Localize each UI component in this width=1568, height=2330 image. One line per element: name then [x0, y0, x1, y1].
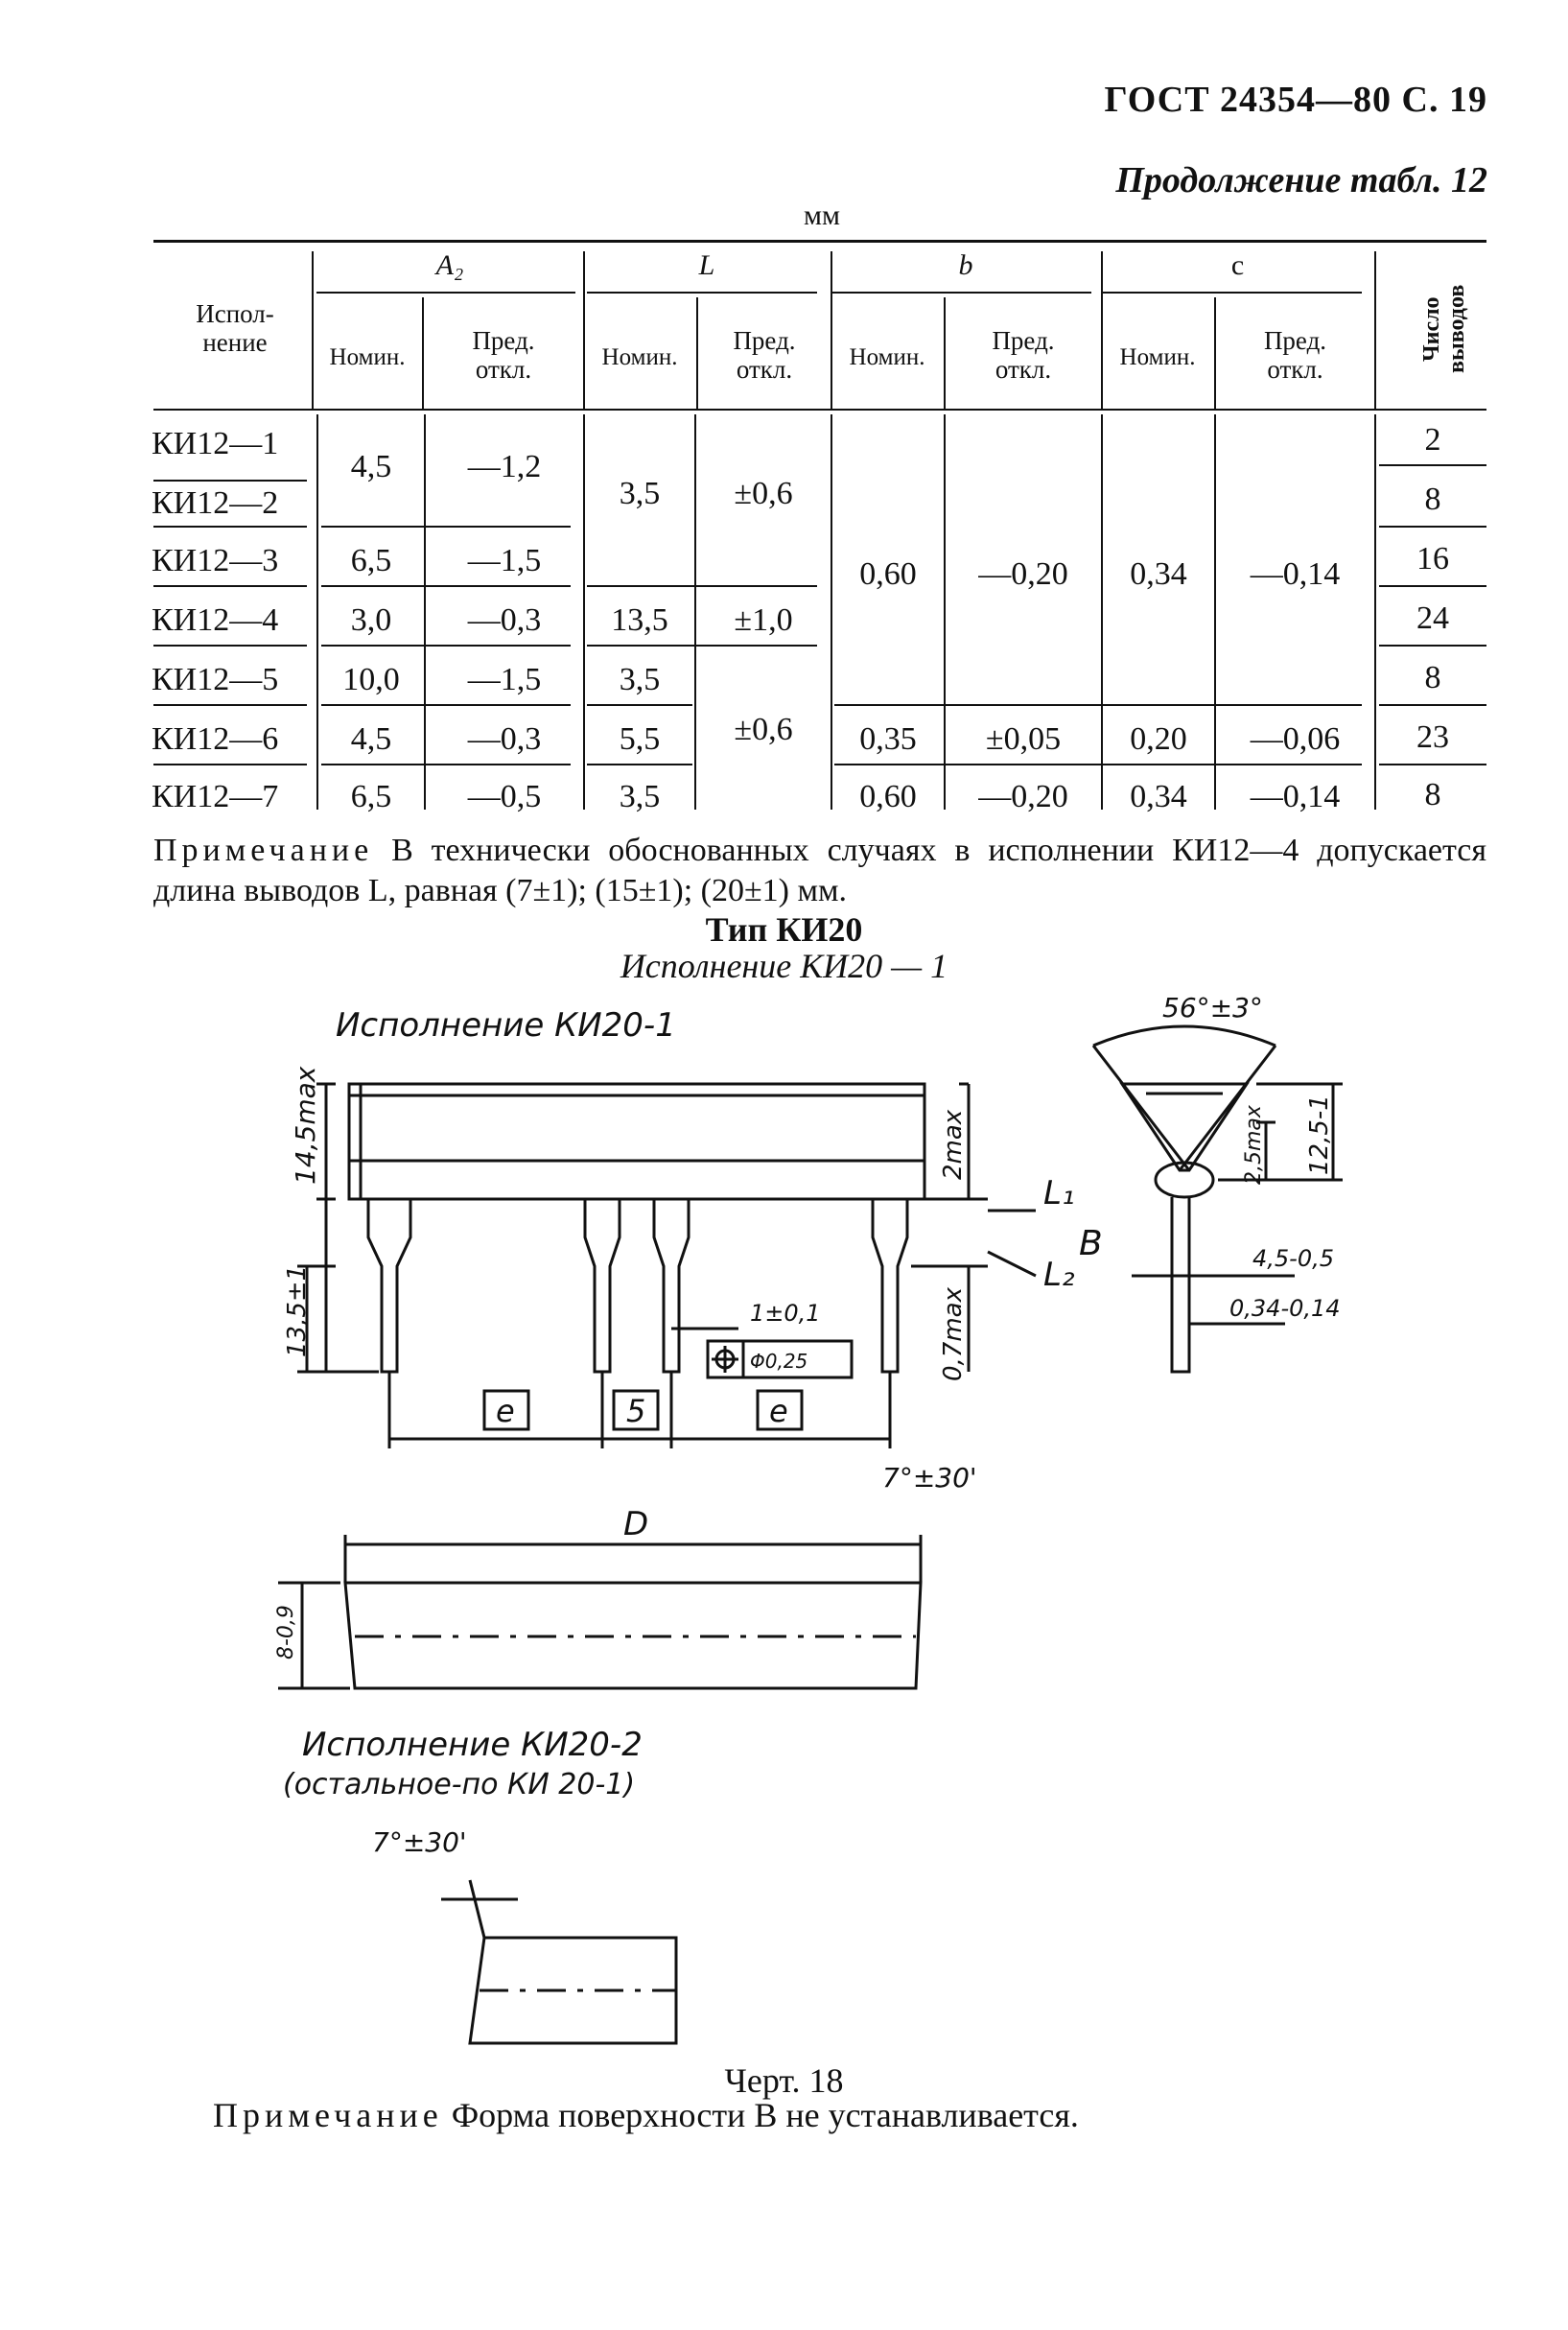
note-text: Форма поверхности B не устанавливается. — [451, 2096, 1079, 2134]
dim-0-7max: 0,7max — [939, 1287, 968, 1381]
col-group-c: c — [1230, 249, 1245, 281]
sub-pred: Пред. откл. — [1263, 326, 1327, 384]
row-name: КИ12—3 — [152, 543, 279, 578]
col-group-l: L — [698, 249, 715, 281]
cell-a2-pred: —1,5 — [467, 543, 542, 578]
cell-b-pred: ±0,05 — [985, 721, 1062, 757]
note-label: Примечание — [153, 833, 374, 868]
sub-pred: Пред. откл. — [992, 326, 1055, 384]
dim-8: 8-0,9 — [274, 1605, 298, 1659]
sub-pred: Пред. откл. — [472, 326, 535, 384]
note-label: Примечание — [213, 2096, 443, 2134]
label-rest: (остальное-по КИ 20-1) — [283, 1768, 636, 1801]
body-outline — [349, 1084, 924, 1199]
cell-a2-pred: —0,5 — [467, 779, 542, 814]
dim-2max: 2max — [939, 1109, 968, 1180]
cell-a2-pred: —1,5 — [467, 662, 542, 697]
tol-1: 1±0,1 — [750, 1300, 821, 1327]
angle-56: 56°±3° — [1162, 992, 1263, 1024]
cell-l-pred: ±0,6 — [734, 712, 793, 747]
cell-c-nom: 0,20 — [1130, 721, 1187, 757]
cell-l-pred: ±0,6 — [734, 476, 793, 511]
cell-a2-nom: 4,5 — [350, 449, 392, 484]
count-cell: 8 — [1424, 482, 1441, 517]
label-ki20-2: Исполнение КИ20-2 — [302, 1726, 643, 1764]
cell-a2-nom: 6,5 — [350, 543, 392, 578]
dim-l1: L₁ — [1043, 1174, 1075, 1212]
cell-l-nom: 13,5 — [611, 602, 668, 638]
cell-c-nom: 0,34 — [1130, 556, 1187, 592]
cell-b-pred: —0,20 — [978, 556, 1068, 592]
cell-a2-nom: 10,0 — [342, 662, 400, 697]
page-header: ГОСТ 24354—80 С. 19 — [1104, 80, 1487, 120]
cell-a2-pred: —1,2 — [467, 449, 542, 484]
angle-7: 7°±30' — [882, 1462, 977, 1494]
cell-a2-nom: 3,0 — [350, 602, 392, 638]
drawing-note — [213, 2095, 1079, 2135]
row-name: КИ12—5 — [152, 662, 279, 697]
row-name: КИ12—4 — [152, 602, 279, 638]
count-cell: 16 — [1416, 541, 1449, 577]
cell-b-nom: 0,60 — [859, 556, 917, 592]
leads — [368, 1199, 907, 1372]
cell-l-nom: 3,5 — [619, 476, 661, 511]
label-b: B — [1079, 1224, 1103, 1263]
row-name: КИ12—7 — [152, 779, 279, 814]
cell-b-nom: 0,35 — [859, 721, 917, 757]
technical-drawing — [0, 988, 1568, 2053]
dim-l2: L₂ — [1043, 1256, 1075, 1294]
cell-a2-nom: 4,5 — [350, 721, 392, 757]
cell-c-pred: —0,14 — [1250, 779, 1341, 814]
col-group-b: b — [958, 249, 973, 281]
units-label: мм — [804, 200, 840, 231]
dim-4-5: 4,5-0,5 — [1252, 1245, 1334, 1272]
note-text: В технически обоснованных случаях в исполнении КИ12—4 допускается длина выводов L, равная (7±1); (15±1); (20±1) мм. — [153, 833, 1487, 908]
sub-nom: Номин. — [1119, 344, 1196, 370]
sub-nom: Номин. — [329, 344, 406, 370]
count-cell: 8 — [1424, 660, 1441, 695]
sub-pred: Пред. откл. — [733, 326, 796, 384]
dim-2-5max: 2,5max — [1242, 1105, 1266, 1185]
count-cell: 8 — [1424, 777, 1441, 812]
dim-14-5max: 14,5max — [290, 1066, 321, 1185]
count-cell: 23 — [1416, 719, 1449, 755]
col-header-count: Число выводов — [1419, 284, 1469, 374]
row-name: КИ12—1 — [152, 426, 279, 461]
dim-5: 5 — [626, 1393, 646, 1429]
dim-12-5: 12,5-1 — [1305, 1094, 1334, 1175]
variant-subtitle: Исполнение КИ20 — 1 — [620, 947, 948, 985]
dim-0-34: 0,34-0,14 — [1229, 1295, 1341, 1322]
sub-nom: Номин. — [601, 344, 678, 370]
label-ki20-1: Исполнение КИ20-1 — [336, 1006, 676, 1045]
tol-position: Φ0,25 — [750, 1350, 808, 1373]
angle-7: 7°±30' — [372, 1826, 467, 1858]
cell-b-pred: —0,20 — [978, 779, 1068, 814]
cell-l-nom: 3,5 — [619, 662, 661, 697]
cell-c-pred: —0,06 — [1250, 721, 1341, 757]
cell-l-nom: 3,5 — [619, 779, 661, 814]
cell-a2-pred: —0,3 — [467, 602, 542, 638]
type-title: Тип КИ20 — [705, 910, 863, 949]
cell-l-nom: 5,5 — [619, 721, 661, 757]
cell-b-nom: 0,60 — [859, 779, 917, 814]
cell-a2-pred: —0,3 — [467, 721, 542, 757]
row-name: КИ12—2 — [152, 485, 279, 521]
dim-e: e — [496, 1393, 515, 1429]
dim-13-5: 13,5±1 — [283, 1264, 312, 1357]
cell-c-pred: —0,14 — [1250, 556, 1341, 592]
figure-caption: Черт. 18 — [724, 2061, 844, 2100]
row-name: КИ12—6 — [152, 721, 279, 757]
count-cell: 2 — [1424, 422, 1441, 458]
table-continuation: Продолжение табл. 12 — [1115, 160, 1487, 200]
cell-c-nom: 0,34 — [1130, 779, 1187, 814]
cell-a2-nom: 6,5 — [350, 779, 392, 814]
dim-d: D — [623, 1505, 649, 1543]
cell-l-pred: ±1,0 — [734, 602, 793, 638]
count-cell: 24 — [1416, 600, 1449, 636]
table-note — [153, 831, 1486, 911]
dim-e: e — [769, 1393, 788, 1429]
col-header-ispolnenie: Испол- нение — [196, 299, 274, 357]
col-group-a2: A₂ — [435, 249, 464, 281]
sub-nom: Номин. — [849, 344, 925, 370]
